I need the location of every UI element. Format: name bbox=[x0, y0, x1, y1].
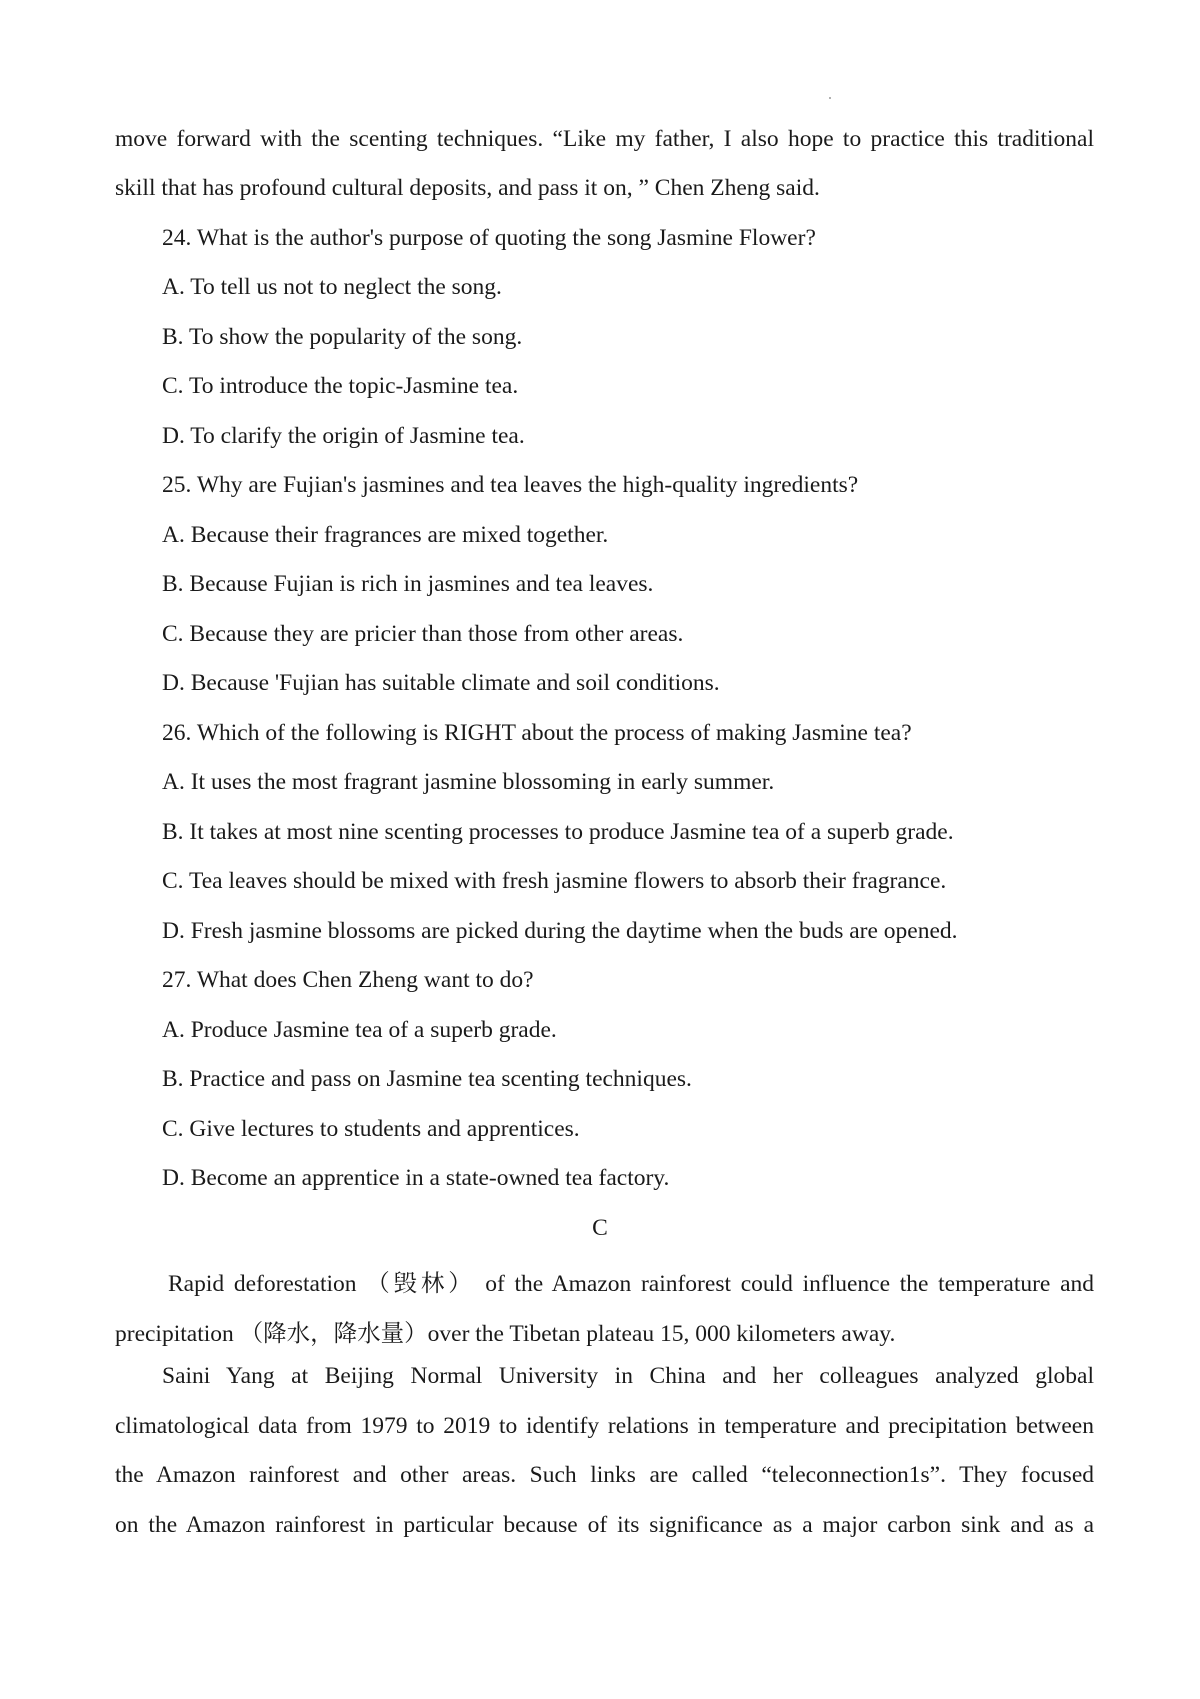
question-24-option-a: A. To tell us not to neglect the song. bbox=[162, 274, 502, 300]
question-27-option-d: D. Become an apprentice in a state-owned tea factory. bbox=[162, 1165, 670, 1191]
passage-c-para1-line2: precipitation （降水，降水量）over the Tibetan plateau 15, 000 kilometers away. bbox=[115, 1321, 896, 1347]
continuation-line-1: move forward with the scenting techniques. “Like my father, I also hope to practice this traditional bbox=[115, 126, 1094, 152]
passage-c-para2-line2: climatological data from 1979 to 2019 to identify relations in temperature and precipitation between bbox=[115, 1413, 1094, 1439]
question-24-option-c: C. To introduce the topic-Jasmine tea. bbox=[162, 373, 519, 399]
question-26-option-b: B. It takes at most nine scenting processes to produce Jasmine tea of a superb grade. bbox=[162, 819, 954, 845]
question-25-option-b: B. Because Fujian is rich in jasmines and tea leaves. bbox=[162, 571, 654, 597]
question-26-option-a: A. It uses the most fragrant jasmine blossoming in early summer. bbox=[162, 769, 775, 795]
scan-speck bbox=[829, 97, 831, 99]
continuation-line-2: skill that has profound cultural deposits, and pass it on, ” Chen Zheng said. bbox=[115, 175, 820, 201]
question-25-option-d: D. Because 'Fujian has suitable climate and soil conditions. bbox=[162, 670, 720, 696]
section-heading: C bbox=[592, 1215, 608, 1241]
question-25-stem: 25. Why are Fujian's jasmines and tea leaves the high-quality ingredients? bbox=[162, 472, 859, 498]
question-27-option-a: A. Produce Jasmine tea of a superb grade. bbox=[162, 1017, 557, 1043]
passage-c-para2-line1: Saini Yang at Beijing Normal University in China and her colleagues analyzed global bbox=[162, 1363, 1094, 1389]
question-24-option-d: D. To clarify the origin of Jasmine tea. bbox=[162, 423, 525, 449]
question-25-option-c: C. Because they are pricier than those from other areas. bbox=[162, 621, 684, 647]
question-27-option-b: B. Practice and pass on Jasmine tea scenting techniques. bbox=[162, 1066, 692, 1092]
passage-c-para2-line3: the Amazon rainforest and other areas. Such links are called “teleconnection1s”. They focused bbox=[115, 1462, 1094, 1488]
question-26-option-c: C. Tea leaves should be mixed with fresh jasmine flowers to absorb their fragrance. bbox=[162, 868, 947, 894]
question-27-option-c: C. Give lectures to students and apprentices. bbox=[162, 1116, 580, 1142]
question-24-stem: 24. What is the author's purpose of quoting the song Jasmine Flower? bbox=[162, 225, 816, 251]
question-24-option-b: B. To show the popularity of the song. bbox=[162, 324, 523, 350]
question-27-stem: 27. What does Chen Zheng want to do? bbox=[162, 967, 534, 993]
question-26-stem: 26. Which of the following is RIGHT about the process of making Jasmine tea? bbox=[162, 720, 912, 746]
question-26-option-d: D. Fresh jasmine blossoms are picked during the daytime when the buds are opened. bbox=[162, 918, 958, 944]
passage-c-para1-line1: Rapid deforestation （毁林） of the Amazon rainforest could influence the temperature and bbox=[168, 1271, 1094, 1297]
passage-c-para2-line4: on the Amazon rainforest in particular because of its significance as a major carbon sink and as a bbox=[115, 1512, 1094, 1538]
question-25-option-a: A. Because their fragrances are mixed together. bbox=[162, 522, 609, 548]
